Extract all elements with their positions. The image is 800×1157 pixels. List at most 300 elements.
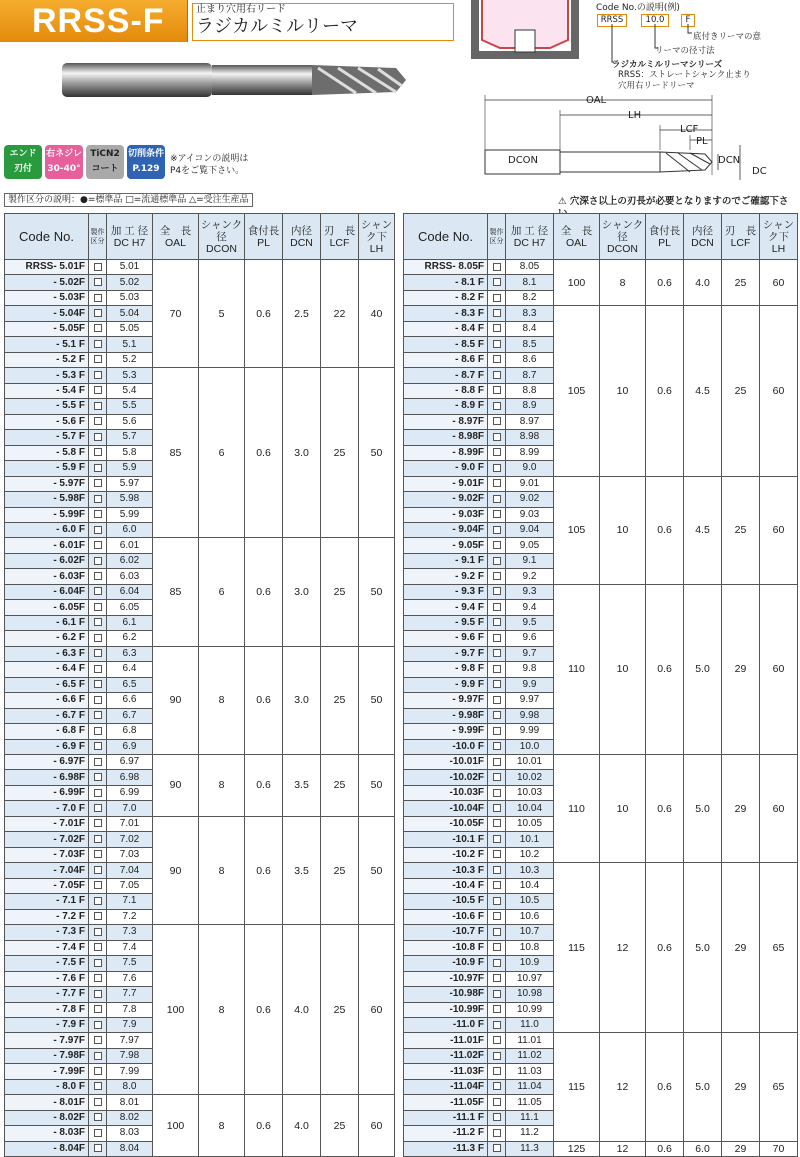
manufacturing-class [488,584,506,599]
diameter-dc: 6.0 [107,522,153,537]
manufacturing-class [89,461,107,476]
diameter-dc: 6.97 [107,755,153,770]
code-number: - 8.03F [5,1126,89,1141]
manufacturing-class [488,801,506,816]
icon-label: TiCN2 [90,149,120,159]
distribution-standard-icon [493,448,501,456]
manufacturing-class [89,894,107,909]
manufacturing-class [89,832,107,847]
manufacturing-class [488,956,506,971]
distribution-standard-icon [94,479,102,487]
manufacturing-class [488,492,506,507]
diameter-dc: 5.1 [107,337,153,352]
icon-label: 刃付 [13,164,32,174]
code-number: - 7.04F [5,863,89,878]
distribution-standard-icon [94,309,102,317]
distribution-standard-icon [493,557,501,565]
manufacturing-class [488,1064,506,1079]
code-number: RRSS- 5.01F [5,260,89,275]
diameter-dc: 8.03 [107,1126,153,1141]
distribution-standard-icon [493,789,501,797]
code-number: -11.3 F [404,1141,488,1156]
code-number: -10.97F [404,971,488,986]
spec-pl: 0.6 [245,755,283,817]
code-number: -11.03F [404,1064,488,1079]
code-number: - 5.04F [5,306,89,321]
diameter-dc: 6.99 [107,785,153,800]
distribution-standard-icon [94,990,102,998]
manufacturing-class [89,337,107,352]
diameter-dc: 10.4 [506,878,554,893]
code-number: - 7.99F [5,1064,89,1079]
table-row [5,925,395,940]
diameter-dc: 10.2 [506,847,554,862]
spec-dcon: 8 [199,646,245,754]
distribution-standard-icon [493,727,501,735]
diameter-dc: 5.3 [107,368,153,383]
diameter-dc: 6.4 [107,662,153,677]
diameter-dc: 5.05 [107,321,153,336]
code-part-suffix: F [681,14,695,27]
code-number: - 6.1 F [5,615,89,630]
helix-icon [45,145,83,179]
spec-pl: 0.6 [245,538,283,646]
manufacturing-class [488,538,506,553]
code-number: - 9.6 F [404,631,488,646]
manufacturing-class [89,739,107,754]
code-number: - 6.0 F [5,522,89,537]
code-number: - 8.2 F [404,290,488,305]
diameter-dc: 8.8 [506,383,554,398]
manufacturing-class [488,894,506,909]
code-number: - 8.01F [5,1095,89,1110]
distribution-standard-icon [94,804,102,812]
manufacturing-class [488,755,506,770]
manufacturing-class [89,1110,107,1125]
code-number: -10.5 F [404,894,488,909]
distribution-standard-icon [493,1113,501,1121]
code-number: - 5.03F [5,290,89,305]
code-part-diameter: 10.0 [641,14,669,27]
distribution-standard-icon [94,557,102,565]
manufacturing-class [89,1095,107,1110]
spec-oal: 85 [153,368,199,538]
table-row [404,863,798,878]
diameter-dc: 10.02 [506,770,554,785]
diameter-dc: 7.5 [107,956,153,971]
distribution-standard-icon [94,1005,102,1013]
distribution-standard-icon [94,696,102,704]
table-row [5,368,395,383]
distribution-standard-icon [94,850,102,858]
distribution-standard-icon [493,1098,501,1106]
code-note-diameter: リーマの径寸法 [655,46,715,56]
diameter-dc: 11.05 [506,1095,554,1110]
diameter-dc: 9.3 [506,584,554,599]
spec-pl: 0.6 [646,476,684,584]
spec-lcf: 25 [321,646,359,754]
code-example-title: Code No.の説明(例) [596,3,680,13]
distribution-standard-icon [493,1005,501,1013]
diameter-dc: 10.0 [506,739,554,754]
distribution-standard-icon [94,603,102,611]
code-number: - 7.03F [5,847,89,862]
manufacturing-class [488,260,506,275]
spec-lcf: 25 [321,816,359,924]
dim-lcf: LCF [680,124,699,135]
spec-dcon: 6 [199,368,245,538]
distribution-standard-icon [493,742,501,750]
distribution-standard-icon [94,1129,102,1137]
table-row [404,260,798,275]
distribution-standard-icon [94,278,102,286]
distribution-standard-icon [493,1082,501,1090]
manufacturing-class [89,352,107,367]
manufacturing-class [89,770,107,785]
spec-lh: 65 [760,1033,798,1141]
code-number: -11.02F [404,1048,488,1063]
diameter-dc: 10.05 [506,816,554,831]
code-number: - 5.9 F [5,461,89,476]
spec-oal: 90 [153,646,199,754]
diameter-dc: 6.5 [107,677,153,692]
spec-oal: 110 [554,755,600,863]
code-number: -11.1 F [404,1110,488,1125]
manufacturing-class [488,1110,506,1125]
manufacturing-class [89,677,107,692]
diameter-dc: 11.1 [506,1110,554,1125]
spec-table-left [4,213,395,1157]
column-header-code: Code No. [5,214,89,260]
code-note-rrss: RRSS：ストレートシャンク止まり穴用右リードリーマ [618,70,751,91]
table-row [5,260,395,275]
distribution-standard-icon [94,371,102,379]
distribution-standard-icon [94,912,102,920]
diameter-dc: 10.99 [506,1002,554,1017]
code-number: - 8.5 F [404,337,488,352]
diameter-dc: 7.97 [107,1033,153,1048]
dimension-drawing [480,90,770,190]
spec-lh: 50 [359,816,395,924]
spec-oal: 115 [554,863,600,1033]
manufacturing-class [488,724,506,739]
cutting-conditions-icon [127,145,165,179]
distribution-standard-icon [94,649,102,657]
code-number: - 9.2 F [404,569,488,584]
diameter-dc: 6.03 [107,569,153,584]
distribution-standard-icon [94,711,102,719]
code-number: -10.9 F [404,956,488,971]
distribution-standard-icon [94,448,102,456]
diameter-dc: 9.8 [506,662,554,677]
code-number: - 5.2 F [5,352,89,367]
manufacturing-class [488,909,506,924]
manufacturing-class [89,693,107,708]
manufacturing-class [89,1079,107,1094]
diameter-dc: 10.8 [506,940,554,955]
spec-pl: 0.6 [245,260,283,368]
code-number: - 9.97F [404,693,488,708]
distribution-standard-icon [94,789,102,797]
code-number: - 5.4 F [5,383,89,398]
spec-lh: 50 [359,646,395,754]
subtitle-small: 止まり穴用右リード [196,4,286,15]
spec-oal: 105 [554,476,600,584]
diameter-dc: 7.4 [107,940,153,955]
manufacturing-class [488,739,506,754]
code-number: -11.05F [404,1095,488,1110]
code-number: - 5.7 F [5,430,89,445]
distribution-standard-icon [94,402,102,410]
spec-lcf: 25 [321,1095,359,1157]
distribution-standard-icon [493,572,501,580]
spec-pl: 0.6 [245,925,283,1095]
table-row [5,816,395,831]
spec-lh: 60 [359,925,395,1095]
diameter-dc: 8.5 [506,337,554,352]
spec-oal: 90 [153,755,199,817]
diameter-dc: 5.97 [107,476,153,491]
diameter-dc: 7.2 [107,909,153,924]
spec-dcon: 5 [199,260,245,368]
manufacturing-class [488,337,506,352]
diameter-dc: 7.9 [107,1017,153,1032]
code-number: - 5.97F [5,476,89,491]
code-number: - 9.0 F [404,461,488,476]
icon-label: 切削条件 [127,149,164,159]
spec-dcn: 4.5 [684,306,722,476]
code-number: - 6.6 F [5,693,89,708]
code-number: - 7.4 F [5,940,89,955]
diameter-dc: 5.04 [107,306,153,321]
code-number: -10.05F [404,816,488,831]
code-number: -10.1 F [404,832,488,847]
code-number: -10.03F [404,785,488,800]
manufacturing-class [488,785,506,800]
spec-dcn: 4.0 [283,925,321,1095]
manufacturing-class [89,1064,107,1079]
manufacturing-class [89,414,107,429]
spec-lcf: 29 [722,1141,760,1156]
code-number: - 6.8 F [5,724,89,739]
spec-lh: 50 [359,368,395,538]
manufacturing-class [488,1079,506,1094]
code-number: - 6.03F [5,569,89,584]
code-number: - 9.4 F [404,600,488,615]
spec-dcon: 8 [199,816,245,924]
code-number: - 9.7 F [404,646,488,661]
distribution-standard-icon [94,773,102,781]
diameter-dc: 8.05 [506,260,554,275]
manufacturing-class [89,1033,107,1048]
table-row [404,755,798,770]
spec-dcn: 3.0 [283,538,321,646]
code-number: RRSS- 8.05F [404,260,488,275]
code-number: - 6.01F [5,538,89,553]
diameter-dc: 5.9 [107,461,153,476]
spec-lcf: 29 [722,863,760,1033]
manufacturing-class [89,662,107,677]
table-row [404,1141,798,1156]
manufacturing-class [488,1126,506,1141]
diameter-dc: 11.04 [506,1079,554,1094]
diameter-dc: 9.97 [506,693,554,708]
spec-lh: 60 [760,584,798,754]
distribution-standard-icon [94,1113,102,1121]
spec-oal: 105 [554,306,600,476]
spec-pl: 0.6 [646,755,684,863]
spec-lh: 40 [359,260,395,368]
code-number: - 9.04F [404,522,488,537]
manufacturing-class [488,631,506,646]
code-number: - 7.9 F [5,1017,89,1032]
distribution-standard-icon [94,510,102,518]
diameter-dc: 6.7 [107,708,153,723]
column-header-mk: 製作 区分 [89,214,107,260]
code-number: - 8.4 F [404,321,488,336]
code-number: - 8.0 F [5,1079,89,1094]
code-number: - 6.97F [5,755,89,770]
diameter-dc: 5.8 [107,445,153,460]
distribution-standard-icon [493,1129,501,1137]
diameter-dc: 6.2 [107,631,153,646]
diameter-dc: 6.05 [107,600,153,615]
distribution-standard-icon [94,495,102,503]
spec-dcn: 5.0 [684,1033,722,1141]
code-number: - 5.98F [5,492,89,507]
diameter-dc: 7.0 [107,801,153,816]
code-number: - 6.04F [5,584,89,599]
distribution-standard-icon [493,278,501,286]
code-number: - 6.4 F [5,662,89,677]
code-number: - 8.99F [404,445,488,460]
manufacturing-class [89,708,107,723]
distribution-standard-icon [94,417,102,425]
code-number: - 8.3 F [404,306,488,321]
manufacturing-class [89,507,107,522]
diameter-dc: 8.4 [506,321,554,336]
distribution-standard-icon [493,618,501,626]
manufacturing-class [488,925,506,940]
distribution-standard-icon [493,928,501,936]
diameter-dc: 11.01 [506,1033,554,1048]
column-header-dcon: シャンク径 DCON [600,214,646,260]
distribution-standard-icon [493,526,501,534]
distribution-standard-icon [493,804,501,812]
icon-label: コート [91,164,119,174]
manufacturing-class [89,956,107,971]
distribution-standard-icon [94,1082,102,1090]
diameter-dc: 7.03 [107,847,153,862]
spec-table-right [403,213,798,1157]
distribution-standard-icon [94,1144,102,1152]
code-number: - 6.05F [5,600,89,615]
manufacturing-class [488,352,506,367]
column-header-pl: 食付長 PL [245,214,283,260]
column-header-lh: シャンク下 LH [760,214,798,260]
spec-lcf: 25 [321,538,359,646]
distribution-standard-icon [94,541,102,549]
spec-oal: 115 [554,1033,600,1141]
manufacturing-class [488,476,506,491]
distribution-standard-icon [94,386,102,394]
manufacturing-class [89,1002,107,1017]
spec-dcn: 5.0 [684,584,722,754]
distribution-standard-icon [493,479,501,487]
distribution-standard-icon [493,634,501,642]
code-number: - 5.6 F [5,414,89,429]
manufacturing-class [488,1095,506,1110]
code-number: - 6.3 F [5,646,89,661]
diameter-dc: 9.05 [506,538,554,553]
distribution-standard-icon [493,433,501,441]
code-number: -10.7 F [404,925,488,940]
distribution-standard-icon [94,294,102,302]
spec-lcf: 25 [722,260,760,306]
diameter-dc: 9.6 [506,631,554,646]
icon-label: P.129 [132,164,160,174]
distribution-standard-icon [94,881,102,889]
distribution-standard-icon [493,402,501,410]
distribution-standard-icon [493,355,501,363]
spec-lcf: 25 [321,925,359,1095]
distribution-standard-icon [94,943,102,951]
manufacturing-class [89,940,107,955]
spec-oal: 100 [554,260,600,306]
diameter-dc: 9.9 [506,677,554,692]
distribution-standard-icon [493,263,501,271]
table-row [404,1033,798,1048]
blind-hole-diagram [470,0,580,62]
manufacturing-class [488,1048,506,1063]
distribution-standard-icon [94,618,102,626]
code-number: - 7.3 F [5,925,89,940]
diameter-dc: 8.2 [506,290,554,305]
diameter-dc: 7.7 [107,987,153,1002]
distribution-standard-icon [493,959,501,967]
column-header-dc: 加 工 径 DC H7 [506,214,554,260]
distribution-standard-icon [493,510,501,518]
manufacturing-class [488,290,506,305]
diameter-dc: 9.03 [506,507,554,522]
diameter-dc: 10.01 [506,755,554,770]
code-number: - 5.3 F [5,368,89,383]
distribution-standard-icon [493,495,501,503]
manufacturing-class [488,971,506,986]
distribution-standard-icon [493,324,501,332]
spec-lh: 60 [760,476,798,584]
spec-lh: 70 [760,1141,798,1156]
code-number: - 6.99F [5,785,89,800]
manufacturing-class [89,290,107,305]
distribution-standard-icon [94,1021,102,1029]
manufacturing-class [89,538,107,553]
diameter-dc: 10.1 [506,832,554,847]
code-number: -10.0 F [404,739,488,754]
spec-dcn: 5.0 [684,863,722,1033]
diameter-dc: 8.01 [107,1095,153,1110]
code-number: - 7.05F [5,878,89,893]
distribution-standard-icon [493,541,501,549]
manufacturing-class [89,878,107,893]
spec-dcon: 12 [600,1033,646,1141]
diameter-dc: 8.6 [506,352,554,367]
spec-lcf: 29 [722,584,760,754]
diameter-dc: 5.2 [107,352,153,367]
manufacturing-class [89,987,107,1002]
distribution-standard-icon [493,1036,501,1044]
manufacturing-class [89,275,107,290]
